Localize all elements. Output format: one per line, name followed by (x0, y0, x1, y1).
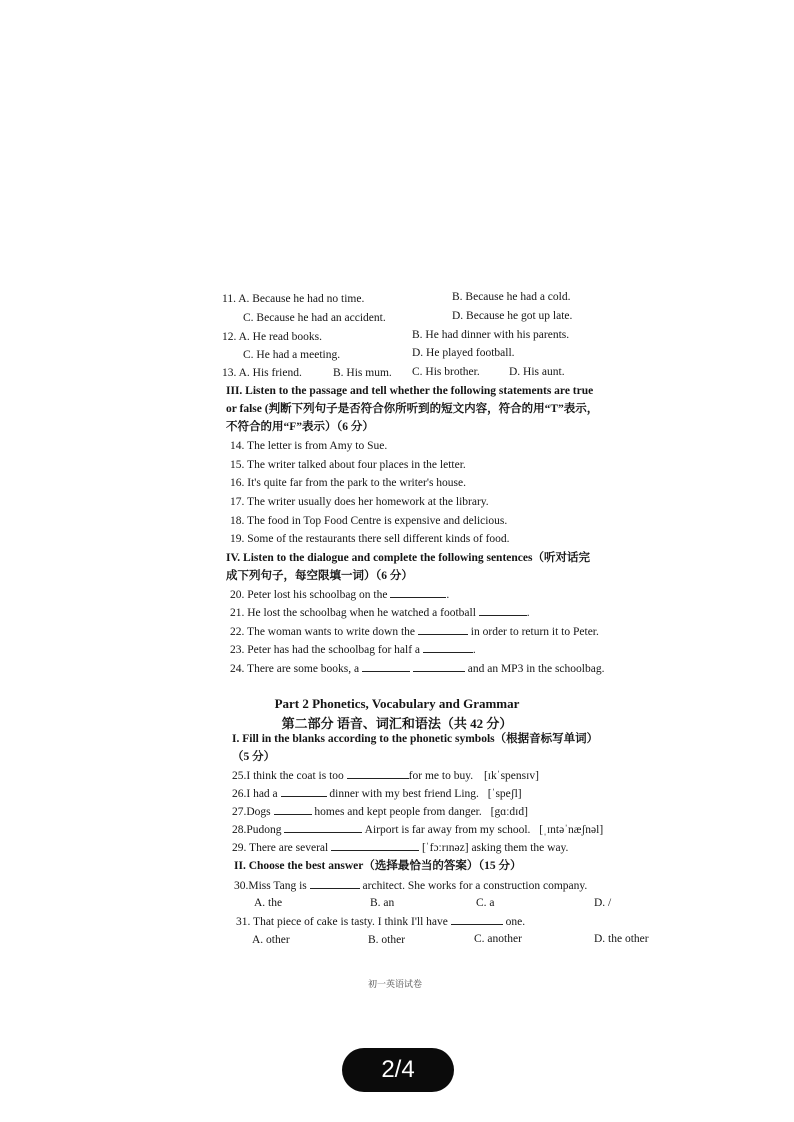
answer-blank-28[interactable] (284, 822, 362, 833)
q12-option-c: C. He had a meeting. (243, 349, 341, 361)
question-26: 26.I had a dinner with my best friend Ling. [ˈspeʃl] (232, 788, 522, 800)
answer-blank-21[interactable] (479, 605, 527, 616)
q13-option-d: D. His aunt. (509, 366, 565, 378)
q12-option-a: 12. A. He read books. (222, 331, 322, 343)
q11-option-a: 11. A. Because he had no time. (222, 293, 365, 305)
part2-title-en: Part 2 Phonetics, Vocabulary and Grammar (274, 696, 520, 711)
question-27: 27.Dogs homes and kept people from danger. [gɑːdɪd] (232, 806, 528, 818)
statement-15: 15. The writer talked about four places in the letter. (230, 459, 466, 471)
q31-option-a[interactable]: A. other (252, 934, 290, 946)
question-20: 20. Peter lost his schoolbag on the . (230, 589, 450, 601)
answer-blank-26[interactable] (281, 786, 327, 797)
answer-blank-24a[interactable] (362, 661, 410, 672)
question-25: 25.I think the coat is too for me to buy. [ɪkˈspensɪv] (232, 770, 539, 782)
statement-14: 14. The letter is from Amy to Sue. (230, 440, 388, 452)
statement-19: 19. Some of the restaurants there sell different kinds of food. (230, 533, 510, 545)
answer-blank-31[interactable] (451, 914, 503, 925)
section3-instruction-line1: III. Listen to the passage and tell whether the following statements are true (226, 385, 594, 397)
statement-17: 17. The writer usually does her homework at the library. (230, 496, 489, 508)
q30-option-d[interactable]: D. / (594, 897, 612, 909)
section4-instruction-line1: IV. Listen to the dialogue and complete the following sentences（听对话完 (226, 552, 590, 564)
q13-option-a: 13. A. His friend. (222, 367, 302, 379)
answer-blank-27[interactable] (274, 804, 312, 815)
question-31: 31. That piece of cake is tasty. I think I'll have one. (236, 916, 526, 928)
part2-title-cn: 第二部分 语音、词汇和语法（共 42 分） (281, 716, 513, 731)
question-28: 28.Pudong Airport is far away from my school. [ˌɪntəˈnæʃnəl] (232, 824, 604, 836)
sectionI-instruction-line2: （5 分） (232, 751, 276, 763)
page-indicator[interactable]: 2/4 (342, 1048, 454, 1092)
q30-option-a[interactable]: A. the (254, 897, 283, 909)
phonetic-25: [ɪkˈspensɪv] (483, 770, 539, 782)
phonetic-29: [ˈfɔːrɪnəz] (421, 842, 469, 854)
q12-option-b: B. He had dinner with his parents. (412, 329, 570, 341)
answer-blank-23[interactable] (423, 642, 473, 653)
q30-option-b[interactable]: B. an (370, 897, 395, 909)
sectionII-header: II. Choose the best answer（选择最恰当的答案）（15 分） (234, 860, 522, 872)
answer-blank-22[interactable] (418, 624, 468, 635)
statement-16: 16. It's quite far from the park to the writer's house. (230, 477, 466, 489)
question-29: 29. There are several [ˈfɔːrɪnəz] asking them the way. (232, 842, 569, 854)
question-24: 24. There are some books, a and an MP3 in the schoolbag. (230, 663, 605, 675)
answer-blank-24b[interactable] (413, 661, 465, 672)
q11-option-d: D. Because he got up late. (452, 310, 573, 322)
phonetic-27: [gɑːdɪd] (490, 806, 528, 818)
question-21: 21. He lost the schoolbag when he watched a football . (230, 607, 530, 619)
q12-option-d: D. He played football. (412, 347, 515, 359)
statement-18: 18. The food in Top Food Centre is expensive and delicious. (230, 515, 508, 527)
section4-instruction-line2: 成下列句子，每空限填一词）（6 分） (226, 570, 413, 582)
phonetic-28: [ˌɪntəˈnæʃnəl] (539, 824, 604, 836)
section3-instruction-line3: 不符合的用“F”表示）（6 分） (226, 421, 374, 433)
phonetic-26: [ˈspeʃl] (487, 788, 522, 800)
answer-blank-30[interactable] (310, 878, 360, 889)
q11-option-b: B. Because he had a cold. (452, 291, 571, 303)
question-23: 23. Peter has had the schoolbag for half a . (230, 644, 476, 656)
sectionI-instruction-line1: I. Fill in the blanks according to the phonetic symbols（根据音标写单词） (232, 733, 599, 745)
q31-option-d[interactable]: D. the other (594, 933, 649, 945)
q31-option-c[interactable]: C. another (474, 933, 522, 945)
answer-blank-29[interactable] (331, 840, 419, 851)
q13-option-c: C. His brother. (412, 366, 480, 378)
q11-option-c: C. Because he had an accident. (243, 312, 386, 324)
page-footer: 初一英语试卷 (368, 979, 423, 989)
q13-option-b: B. His mum. (333, 367, 392, 379)
section3-instruction-line2: or false (判断下列句子是否符合你所听到的短文内容，符合的用“T”表示， (226, 403, 599, 415)
question-22: 22. The woman wants to write down the in order to return it to Peter. (230, 626, 599, 638)
question-30: 30.Miss Tang is architect. She works for a construction company. (234, 880, 588, 892)
q30-option-c[interactable]: C. a (476, 897, 495, 909)
answer-blank-20[interactable] (390, 587, 446, 598)
answer-blank-25[interactable] (347, 768, 409, 779)
q31-option-b[interactable]: B. other (368, 934, 406, 946)
